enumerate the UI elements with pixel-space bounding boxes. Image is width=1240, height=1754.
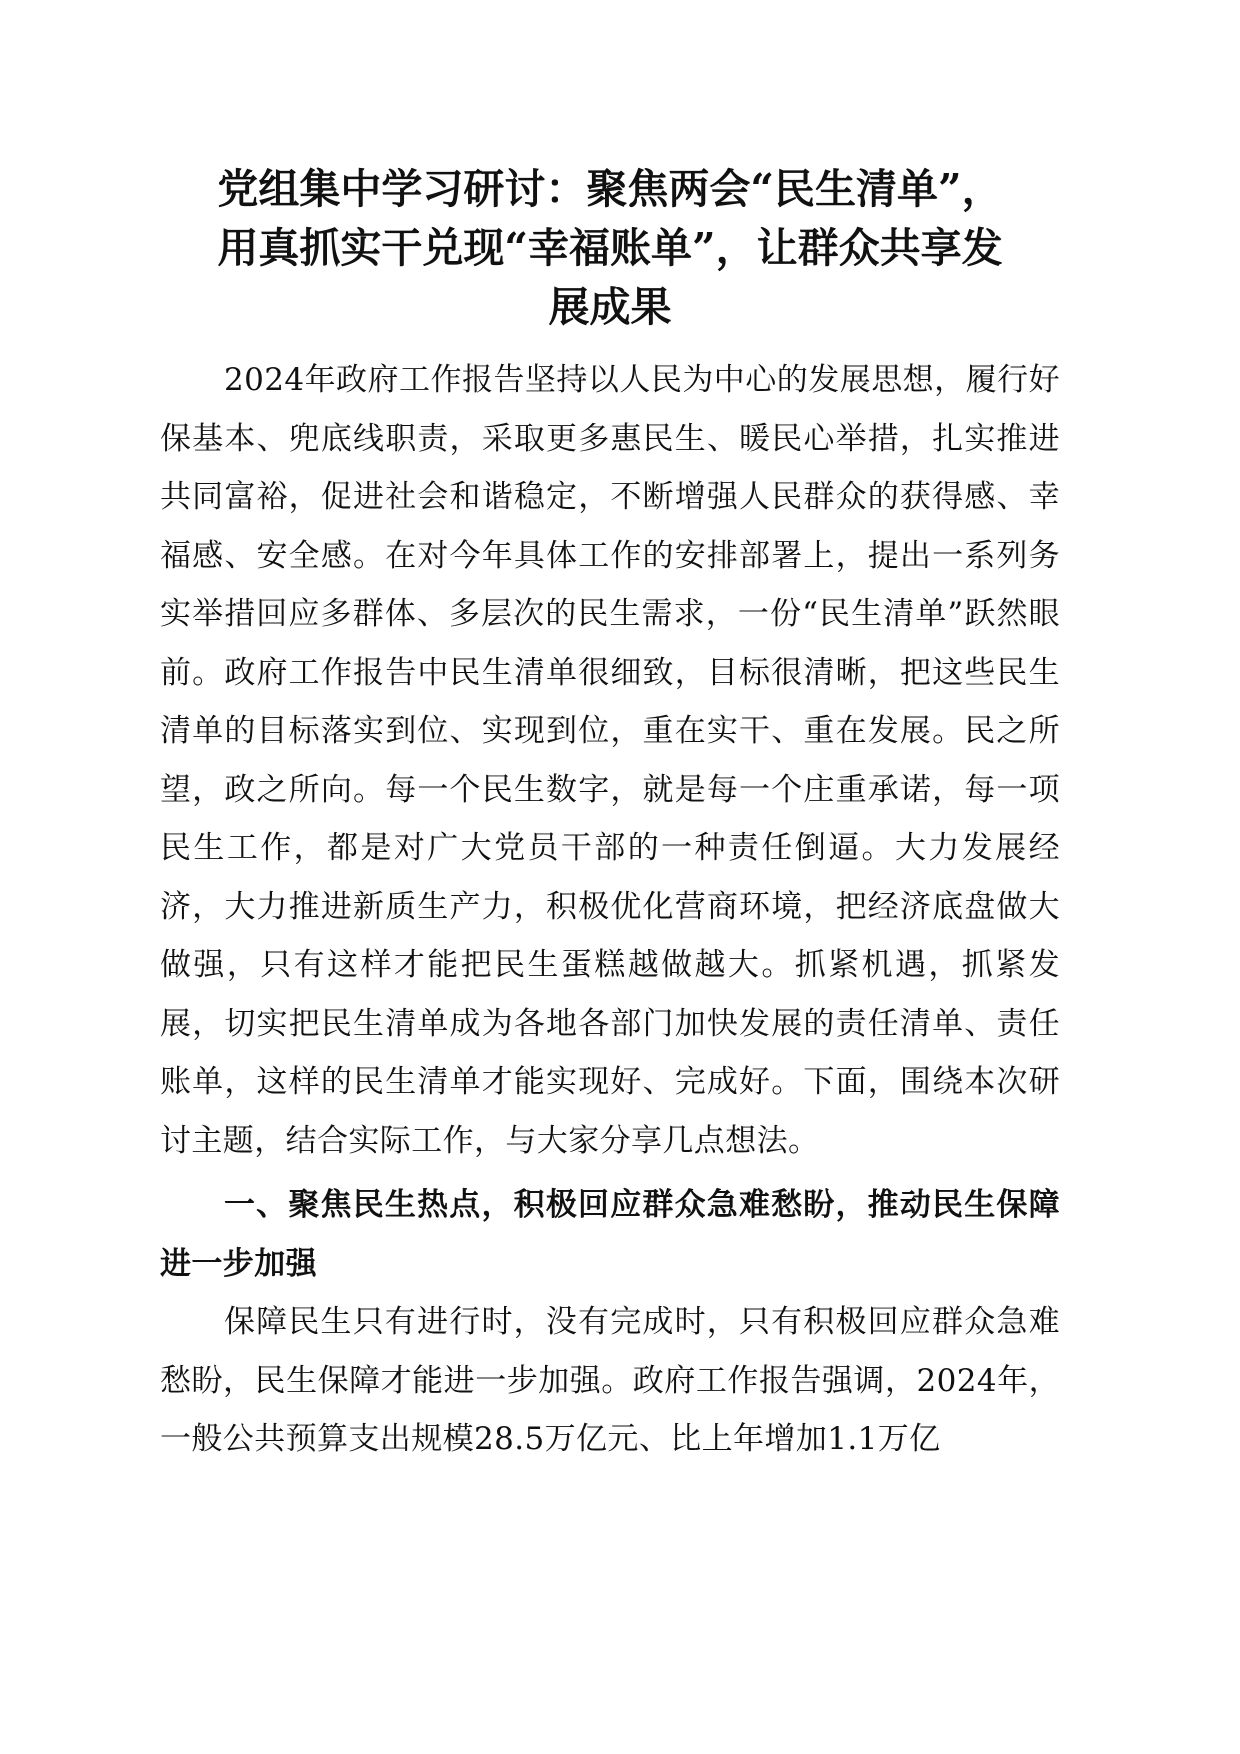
- section-1-paragraph: 保障民生只有进行时，没有完成时，只有积极回应群众急难愁盼，民生保障才能进一步加强。政府工作报告强调，2024年，一般公共预算支出规模28.5万亿元、比上年增加1.1万亿: [160, 1304, 1060, 1457]
- section-heading-1: 一、聚焦民生热点，积极回应群众急难愁盼，推动民生保障进一步加强: [160, 1187, 1060, 1282]
- document-title: [160, 160, 1060, 337]
- title-line-2: 用真抓实干兑现“幸福账单”，让群众共享发: [217, 224, 1003, 272]
- title-line-1: 党组集中学习研讨：聚焦两会“民生清单”，: [217, 165, 1003, 213]
- document-page: [160, 160, 1060, 1469]
- title-line-3: 展成果: [548, 283, 672, 331]
- intro-paragraph: 2024年政府工作报告坚持以人民为中心的发展思想，履行好保基本、兜底线职责，采取更多惠民生、暖民心举措，扎实推进共同富裕，促进社会和谐稳定，不断增强人民群众的获得感、幸福感、安全感。在对今年具体工作的安排部署上，提出一系列务实举措回应多群体、多层次的民生需求，一份“民生清单”跃然眼前。政府工作报告中民生清单很细致，目标很清晰，把这些民生清单的目标落实到位、实现到位，重在实干、重在发展。民之所望，政之所向。每一个民生数字，就是每一个庄重承诺，每一项民生工作，都是对广大党员干部的一种责任倒逼。大力发展经济，大力推进新质生产力，积极优化营商环境，把经济底盘做大做强，只有这样才能把民生蛋糕越做越大。抓紧机遇，抓紧发展，切实把民生清单成为各地各部门加快发展的责任清单、责任账单，这样的民生清单才能实现好、完成好。下面，围绕本次研讨主题，结合实际工作，与大家分享几点想法。: [160, 362, 1060, 1159]
